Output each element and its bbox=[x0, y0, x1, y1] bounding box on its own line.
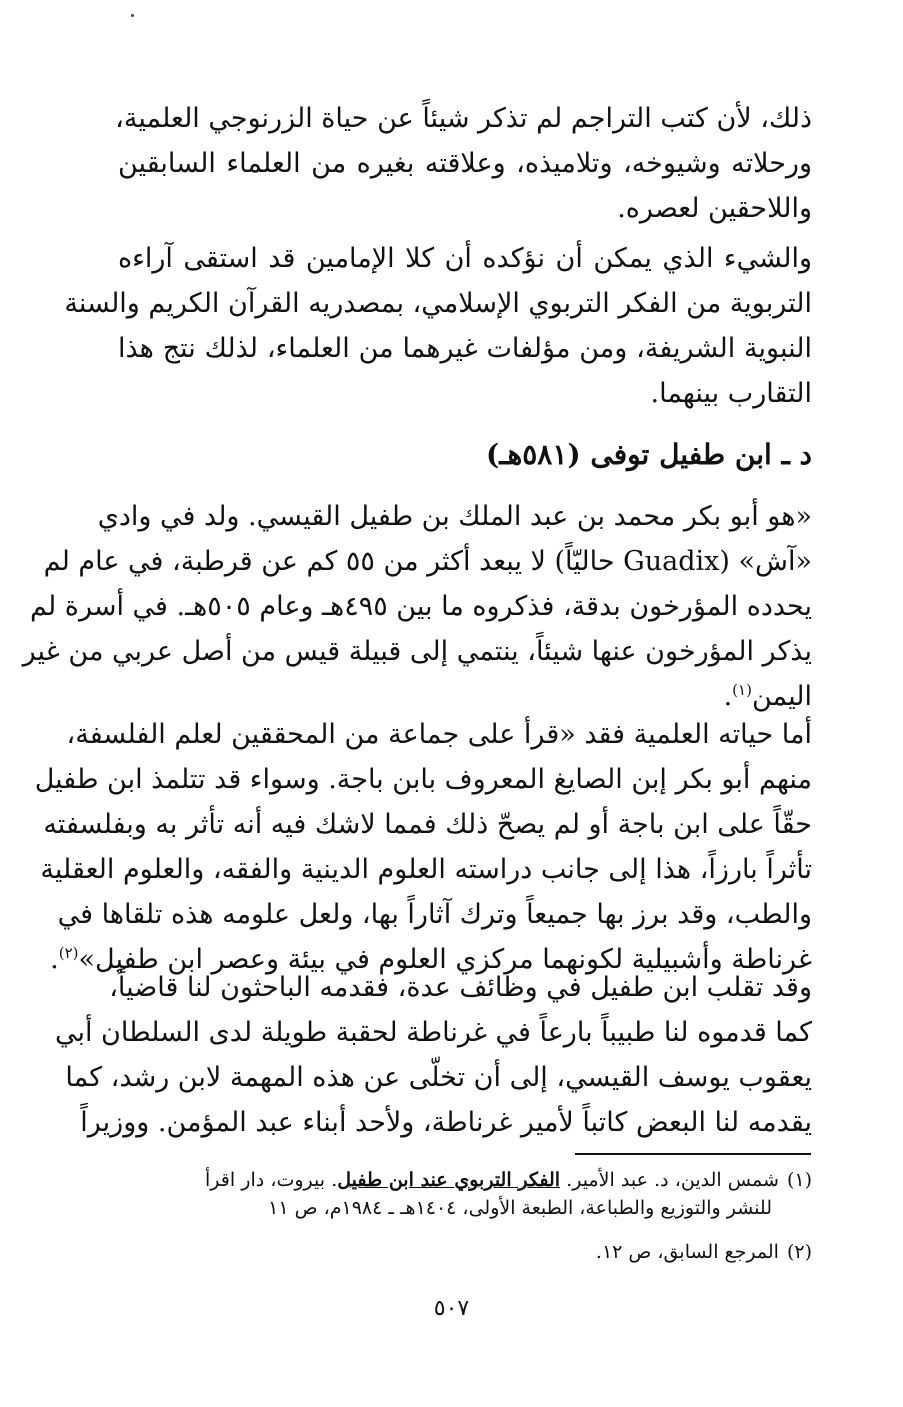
footnote-ref-2: (٢) bbox=[58, 944, 79, 962]
footnote-number: (٢) bbox=[786, 1241, 812, 1263]
text-line: واللاحقين لعصره. bbox=[617, 193, 812, 224]
text-line: التربوية من الفكر التربوي الإسلامي، بمصدريه القرآن الكريم والسنة bbox=[64, 288, 812, 319]
text-line: أما حياته العلمية فقد «قرأ على جماعة من المحققين لعلم الفلسفة، bbox=[66, 719, 812, 750]
paragraph-scientific-life bbox=[34, 712, 812, 982]
text-line: النبوية الشريفة، ومن مؤلفات غيرهما من العلماء، لذلك نتج هذا bbox=[118, 333, 812, 364]
footnote-line bbox=[205, 1166, 812, 1194]
line-punct: . bbox=[50, 944, 59, 975]
text-line: يقدمه لنا البعض كاتباً لأمير غرناطة، ولأحد أبناء عبد المؤمن. ووزيراً bbox=[80, 1107, 812, 1138]
paragraph-biography bbox=[22, 494, 812, 719]
footnote-ref-1: (١) bbox=[732, 681, 752, 699]
footnote-2 bbox=[205, 1238, 812, 1266]
footnote-line: للنشر والتوزيع والطباعة، الطبعة الأولى، ١٤٠٤هـ ـ ١٩٨٤م، ص ١١ bbox=[268, 1197, 772, 1219]
footnote-number: (١) bbox=[786, 1169, 812, 1191]
text-line: والطب، وقد برز بها جميعاً وترك آثاراً بها، ولعل علومه هذه تلقاها في bbox=[57, 899, 812, 930]
footnote-author: شمس الدين، د. عبد الأمير. bbox=[566, 1169, 779, 1191]
text-line: والشيء الذي يمكن أن نؤكده أن كلا الإمامين قد استقى آراءه bbox=[118, 243, 812, 274]
text-line: حقّاً على ابن باجة أو لم يصحّ ذلك فمما لاشك فيه أنه تأثر به وبفلسفته bbox=[43, 809, 812, 840]
text-line: كما قدموه لنا طبيباً بارعاً في غرناطة لحقبة طويلة لدى السلطان أبي bbox=[54, 1017, 812, 1048]
scan-speck bbox=[131, 14, 134, 17]
page-number: ٥٠٧ bbox=[433, 1296, 470, 1321]
paragraph-common-sources bbox=[64, 236, 812, 416]
line-text: اليمن bbox=[751, 681, 812, 712]
footnote-publisher: . بيروت، دار اقرأ bbox=[205, 1169, 338, 1191]
paragraph-zarnuji-sources bbox=[115, 96, 812, 231]
text-line: وقد تقلب ابن طفيل في وظائف عدة، فقدمه الباحثون لنا قاضياً، bbox=[109, 972, 812, 1003]
footnote-line bbox=[205, 1238, 812, 1266]
footnote-1 bbox=[205, 1166, 812, 1222]
text-line: التقارب بينهما. bbox=[650, 378, 812, 409]
section-heading: د ـ ابن طفيل توفى (٥٨١هـ) bbox=[486, 438, 812, 471]
line-text: غرناطة وأشبيلية لكونهما مركزي العلوم في بيئة وعصر ابن طفيل» bbox=[78, 944, 812, 975]
text-line: «هو أبو بكر محمد بن عبد الملك بن طفيل القيسي. ولد في وادي bbox=[97, 501, 812, 532]
text-line: ورحلاته وشيوخه، وتلاميذه، وعلاقته بغيره من العلماء السابقين bbox=[118, 148, 812, 179]
text-line: تأثراً بارزاً، هذا إلى جانب دراسته العلوم الدينية والفقه، والعلوم العقلية bbox=[40, 854, 812, 885]
paragraph-career bbox=[54, 965, 812, 1145]
text-line: منهم أبو بكر إبن الصايغ المعروف بابن باجة. وسواء قد تتلمذ ابن طفيل bbox=[34, 764, 812, 795]
text-line: يحدده المؤرخون بدقة، فذكروه ما بين ٤٩٥هـ وعام ٥٠٥هـ. في أسرة لم bbox=[30, 591, 812, 622]
text-line: ذلك، لأن كتب التراجم لم تذكر شيئاً عن حياة الزرنوجي العلمية، bbox=[115, 103, 812, 134]
line-punct: . bbox=[723, 681, 733, 712]
text-line: يذكر المؤرخون عنها شيئاً، ينتمي إلى قبيلة قيس من أصل عربي من غير bbox=[22, 636, 812, 667]
text-line: يعقوب يوسف القيسي، إلى أن تخلّى عن هذه المهمة لابن رشد، كما bbox=[65, 1062, 812, 1093]
footnote-text: المرجع السابق، ص ١٢. bbox=[595, 1241, 779, 1263]
text-line: «آش» (Guadix حاليّاً) لا يبعد أكثر من ٥٥ كم عن قرطبة، في عام لم bbox=[43, 546, 812, 577]
footnote-separator bbox=[575, 1153, 811, 1155]
footnote-book-title: الفكر التربوي عند ابن طفيل bbox=[337, 1169, 561, 1191]
